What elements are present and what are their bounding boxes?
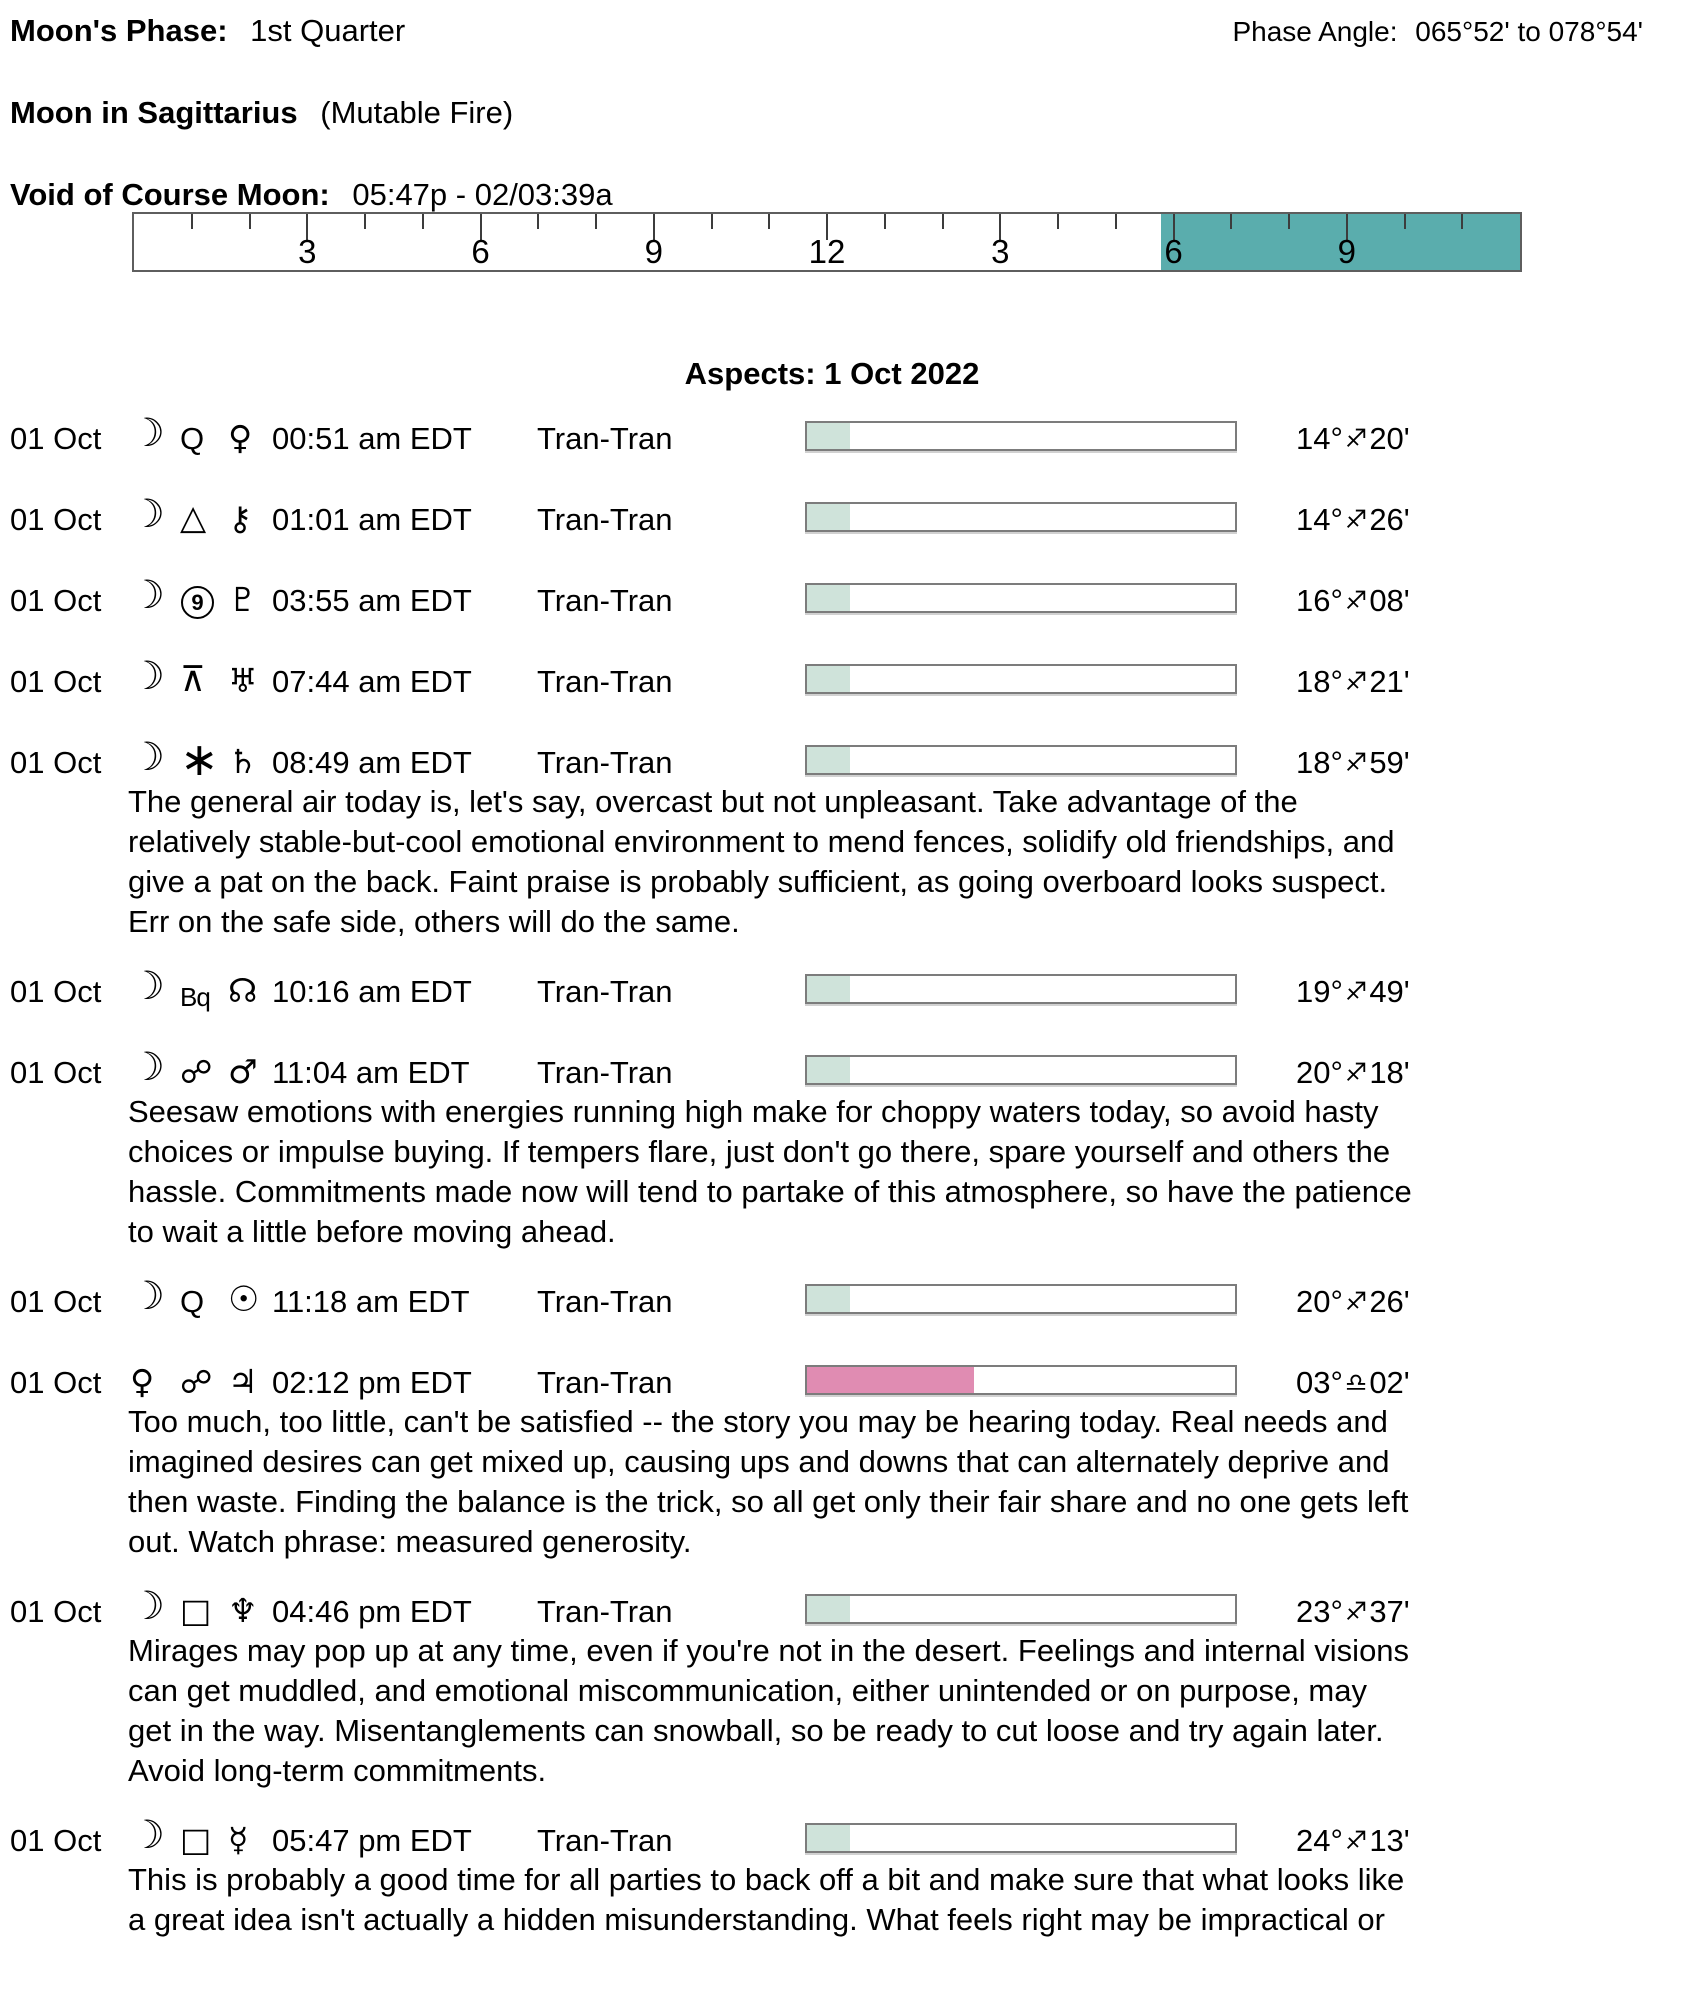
- timeline-tick: [422, 214, 424, 229]
- timeline-hour-label: 12: [808, 233, 846, 270]
- position-minutes: 21': [1369, 664, 1410, 699]
- aspect-position: [1296, 501, 1410, 541]
- interpretation-line: The general air today is, let's say, overcast but not unpleasant. Take advantage of the: [128, 784, 1298, 819]
- interpretation-line: Mirages may pop up at any time, even if you're not in the desert. Feelings and internal visions: [128, 1633, 1410, 1668]
- aspect-type: Tran-Tran: [537, 1365, 673, 1400]
- novile-icon: 9: [181, 586, 214, 619]
- aspect-position: [1296, 582, 1410, 622]
- aspect-type: Tran-Tran: [537, 1055, 673, 1090]
- aspect-position: [1296, 1593, 1410, 1633]
- aspect-type: Tran-Tran: [537, 1823, 673, 1858]
- phase-angle-line: [1232, 16, 1643, 48]
- interpretation-line: get in the way. Misentanglements can snowball, so be ready to cut loose and try again later.: [128, 1713, 1384, 1748]
- trine-icon: △: [180, 498, 207, 538]
- chiron-icon: ⚷: [228, 499, 253, 538]
- aspect-group: [0, 1813, 1664, 1940]
- libra-sign-icon: ♎: [1344, 1368, 1368, 1397]
- aspect-type: Tran-Tran: [537, 421, 673, 456]
- aspect-time: 02:12 pm EDT: [272, 1365, 472, 1400]
- moon-icon: ☽: [130, 1584, 165, 1629]
- timeline-tick: [191, 214, 193, 229]
- interpretation-line: can get muddled, and emotional miscommunication, either unintended or on purpose, may: [128, 1673, 1368, 1708]
- aspect-date: 01 Oct: [10, 502, 102, 537]
- aspect-group: [0, 492, 1664, 551]
- sagittarius-sign-icon: ♐: [1344, 1597, 1368, 1626]
- aspect-row: [0, 1364, 1664, 1414]
- sagittarius-sign-icon: ♐: [1344, 586, 1368, 615]
- orb-progress-fill: [807, 1825, 850, 1851]
- aspect-type: Tran-Tran: [537, 664, 673, 699]
- position-degrees: 16°: [1296, 583, 1343, 618]
- interpretation-line: then waste. Finding the balance is the trick, so all get only their fair share and no one gets left: [128, 1484, 1409, 1519]
- interpretation-line: This is probably a good time for all parties to back off a bit and make sure that what looks like: [128, 1862, 1405, 1897]
- sagittarius-sign-icon: ♐: [1344, 667, 1368, 696]
- orb-progress-bar: [805, 745, 1237, 775]
- position-degrees: 14°: [1296, 421, 1343, 456]
- opposition-icon: ☍: [180, 1053, 213, 1091]
- aspect-date: 01 Oct: [10, 1594, 102, 1629]
- orb-progress-fill: [807, 1367, 974, 1393]
- aspect-time: 03:55 am EDT: [272, 583, 472, 618]
- position-degrees: 03°: [1296, 1365, 1343, 1400]
- square-icon: □: [180, 1591, 212, 1630]
- orb-progress-fill: [807, 747, 850, 773]
- aspect-group: [0, 1364, 1664, 1562]
- orb-progress-fill: [807, 504, 850, 530]
- orb-progress-fill: [807, 666, 850, 692]
- aspect-group: [0, 411, 1664, 470]
- aspect-group: [0, 1045, 1664, 1252]
- interpretation-line: give a pat on the back. Faint praise is probably sufficient, as going overboard looks suspect.: [128, 864, 1388, 899]
- position-minutes: 20': [1369, 421, 1410, 456]
- timeline-hour-label: 6: [1164, 233, 1183, 270]
- saturn-icon: ♄: [228, 742, 258, 781]
- orb-progress-bar: [805, 583, 1237, 613]
- timeline-tick: [1404, 214, 1406, 229]
- aspect-interpretation: [128, 1860, 1638, 1940]
- moon-icon: ☽: [130, 492, 165, 537]
- aspect-date: 01 Oct: [10, 1055, 102, 1090]
- aspect-time: 10:16 am EDT: [272, 974, 472, 1009]
- sextile-icon: ∗: [180, 732, 219, 786]
- timeline-tick: [1288, 214, 1290, 229]
- aspect-row: [0, 964, 1664, 1023]
- aspect-position: [1296, 744, 1410, 784]
- timeline-tick: [595, 214, 597, 229]
- moon-icon: ☽: [130, 573, 165, 618]
- orb-progress-fill: [807, 976, 850, 1002]
- aspect-date: 01 Oct: [10, 1823, 102, 1858]
- timeline-tick: [364, 214, 366, 229]
- aspect-interpretation: [128, 1631, 1638, 1791]
- position-minutes: 02': [1369, 1365, 1410, 1400]
- moon-icon: ☽: [130, 1045, 165, 1090]
- aspect-time: 11:04 am EDT: [272, 1055, 470, 1090]
- mars-icon: ♂: [228, 1052, 258, 1091]
- orb-progress-bar: [805, 664, 1237, 694]
- aspect-position: [1296, 663, 1410, 703]
- position-minutes: 18': [1369, 1055, 1410, 1090]
- aspect-row: [0, 1584, 1664, 1643]
- aspect-group: [0, 1584, 1664, 1791]
- moon-icon: ☽: [130, 964, 165, 1009]
- voc-line: [10, 176, 613, 214]
- orb-progress-bar: [805, 502, 1237, 532]
- interpretation-line: Seesaw emotions with energies running high make for choppy waters today, so avoid hasty: [128, 1094, 1379, 1129]
- aspect-date: 01 Oct: [10, 1365, 102, 1400]
- aspect-row: [0, 411, 1664, 470]
- aspect-date: 01 Oct: [10, 974, 102, 1009]
- sagittarius-sign-icon: ♐: [1344, 1058, 1368, 1087]
- position-minutes: 26': [1369, 502, 1410, 537]
- aspect-group: [0, 732, 1664, 942]
- quintile-icon: Q: [180, 421, 205, 456]
- voc-timeline: [132, 212, 1522, 272]
- aspect-group: [0, 1274, 1664, 1333]
- neptune-icon: ♆: [228, 1591, 258, 1630]
- aspect-interpretation: [128, 782, 1638, 942]
- voc-value: 05:47p - 02/03:39a: [352, 177, 613, 212]
- timeline-tick: [768, 214, 770, 229]
- aspect-time: 04:46 pm EDT: [272, 1594, 472, 1629]
- timeline-tick: [1057, 214, 1059, 229]
- moon-sign-line: [10, 94, 513, 132]
- orb-progress-bar: [805, 1365, 1237, 1395]
- interpretation-line: out. Watch phrase: measured generosity.: [128, 1524, 692, 1559]
- timeline-hour-label: 9: [1337, 233, 1356, 270]
- orb-progress-fill: [807, 1057, 850, 1083]
- interpretation-line: hassle. Commitments made now will tend to partake of this atmosphere, so have the patience: [128, 1174, 1412, 1209]
- aspect-row: [0, 1813, 1664, 1872]
- orb-progress-bar: [805, 1823, 1237, 1853]
- opposition-icon: ☍: [180, 1363, 213, 1401]
- aspect-position: [1296, 973, 1410, 1013]
- moon-icon: ☽: [130, 1274, 165, 1319]
- aspect-date: 01 Oct: [10, 745, 102, 780]
- aspect-interpretation: [128, 1092, 1638, 1252]
- orb-progress-bar: [805, 974, 1237, 1004]
- position-degrees: 14°: [1296, 502, 1343, 537]
- interpretation-line: choices or impulse buying. If tempers flare, just don't go there, spare yourself and others the: [128, 1134, 1391, 1169]
- aspect-type: Tran-Tran: [537, 583, 673, 618]
- mercury-icon: ☿: [228, 1820, 249, 1859]
- phase-angle-label: Phase Angle:: [1232, 16, 1398, 47]
- aspect-row: [0, 654, 1664, 713]
- orb-progress-fill: [807, 1286, 850, 1312]
- aspect-group: [0, 964, 1664, 1023]
- aspect-date: 01 Oct: [10, 583, 102, 618]
- square-icon: □: [180, 1820, 212, 1859]
- venus-icon: ♀: [228, 418, 253, 457]
- aspect-type: Tran-Tran: [537, 1594, 673, 1629]
- orb-progress-bar: [805, 1055, 1237, 1085]
- pluto-icon: ♇: [228, 580, 258, 619]
- interpretation-line: a great idea isn't actually a hidden misunderstanding. What feels right may be impractical or: [128, 1902, 1385, 1937]
- moon-icon: ☽: [130, 1813, 165, 1858]
- aspects-title: Aspects: 1 Oct 2022: [684, 356, 980, 391]
- orb-progress-bar: [805, 1594, 1237, 1624]
- moon-sign-modality: (Mutable Fire): [320, 95, 514, 130]
- sagittarius-sign-icon: ♐: [1344, 1287, 1368, 1316]
- aspect-time: 08:49 am EDT: [272, 745, 472, 780]
- aspect-date: 01 Oct: [10, 1284, 102, 1319]
- aspect-type: Tran-Tran: [537, 1284, 673, 1319]
- position-minutes: 59': [1369, 745, 1410, 780]
- aspect-row: [0, 573, 1664, 632]
- timeline-tick: [711, 214, 713, 229]
- aspect-group: [0, 654, 1664, 713]
- position-degrees: 20°: [1296, 1284, 1343, 1319]
- aspect-row: [0, 1274, 1664, 1333]
- aspect-position: [1296, 1822, 1410, 1862]
- timeline-tick: [1115, 214, 1117, 229]
- aspect-time: 01:01 am EDT: [272, 502, 472, 537]
- aspect-time: 07:44 am EDT: [272, 664, 472, 699]
- interpretation-line: Avoid long-term commitments.: [128, 1753, 547, 1788]
- moon-icon: ☽: [130, 735, 165, 780]
- position-minutes: 13': [1369, 1823, 1410, 1858]
- moons-phase-line: [10, 12, 405, 50]
- quincunx-icon: ⊼: [180, 660, 206, 700]
- position-degrees: 20°: [1296, 1055, 1343, 1090]
- position-minutes: 49': [1369, 974, 1410, 1009]
- moons-phase-value: 1st Quarter: [250, 13, 406, 48]
- aspect-position: [1296, 1364, 1410, 1404]
- sagittarius-sign-icon: ♐: [1344, 748, 1368, 777]
- sagittarius-sign-icon: ♐: [1344, 977, 1368, 1006]
- sagittarius-sign-icon: ♐: [1344, 424, 1368, 453]
- aspects-section: [0, 355, 1664, 1951]
- sagittarius-sign-icon: ♐: [1344, 505, 1368, 534]
- timeline-tick: [249, 214, 251, 229]
- orb-progress-bar: [805, 1284, 1237, 1314]
- north-node-icon: ☊: [228, 971, 258, 1010]
- phase-angle-value: 065°52' to 078°54': [1415, 16, 1643, 47]
- orb-progress-fill: [807, 585, 850, 611]
- aspect-type: Tran-Tran: [537, 502, 673, 537]
- orb-progress-fill: [807, 423, 850, 449]
- biquintile-icon: Bq: [180, 982, 210, 1012]
- moons-phase-label: Moon's Phase:: [10, 13, 228, 48]
- sagittarius-sign-icon: ♐: [1344, 1826, 1368, 1855]
- moon-icon: ☽: [130, 654, 165, 699]
- orb-progress-bar: [805, 421, 1237, 451]
- aspect-time: 11:18 am EDT: [272, 1284, 470, 1319]
- aspect-type: Tran-Tran: [537, 974, 673, 1009]
- aspect-row: [0, 732, 1664, 794]
- quintile-icon: Q: [180, 1284, 205, 1319]
- position-minutes: 08': [1369, 583, 1410, 618]
- aspect-type: Tran-Tran: [537, 745, 673, 780]
- aspect-row: [0, 1045, 1664, 1104]
- aspect-rows: [0, 411, 1664, 1940]
- interpretation-line: to wait a little before moving ahead.: [128, 1214, 616, 1249]
- aspect-time: 00:51 am EDT: [272, 421, 472, 456]
- interpretation-line: Too much, too little, can't be satisfied -- the story you may be hearing today. Real needs and: [128, 1404, 1388, 1439]
- aspect-group: [0, 573, 1664, 632]
- voc-label: Void of Course Moon:: [10, 177, 330, 212]
- interpretation-line: relatively stable-but-cool emotional environment to mend fences, solidify old friendships, and: [128, 824, 1395, 859]
- position-minutes: 26': [1369, 1284, 1410, 1319]
- aspect-time: 05:47 pm EDT: [272, 1823, 472, 1858]
- interpretation-line: imagined desires can get mixed up, causing ups and downs that can alternately deprive and: [128, 1444, 1390, 1479]
- position-degrees: 19°: [1296, 974, 1343, 1009]
- sun-icon: ☉: [228, 1280, 260, 1320]
- position-degrees: 18°: [1296, 664, 1343, 699]
- moon-icon: ☽: [130, 411, 165, 456]
- aspect-position: [1296, 1283, 1410, 1323]
- venus-icon: ♀: [130, 1362, 155, 1401]
- timeline-tick: [1461, 214, 1463, 229]
- aspect-position: [1296, 1054, 1410, 1094]
- orb-progress-fill: [807, 1596, 850, 1622]
- position-degrees: 24°: [1296, 1823, 1343, 1858]
- aspect-row: [0, 492, 1664, 551]
- timeline-hour-label: 9: [644, 233, 663, 270]
- aspect-date: 01 Oct: [10, 421, 102, 456]
- timeline-tick: [537, 214, 539, 229]
- moon-sign-title: Moon in Sagittarius: [10, 95, 298, 130]
- timeline-tick: [884, 214, 886, 229]
- position-degrees: 23°: [1296, 1594, 1343, 1629]
- aspect-date: 01 Oct: [10, 664, 102, 699]
- aspect-position: [1296, 420, 1410, 460]
- position-degrees: 18°: [1296, 745, 1343, 780]
- uranus-icon: ♅: [228, 661, 258, 700]
- timeline-hour-label: 3: [298, 233, 317, 270]
- timeline-hour-label: 6: [471, 233, 490, 270]
- jupiter-icon: ♃: [228, 1362, 258, 1401]
- aspect-interpretation: [128, 1402, 1638, 1562]
- timeline-hour-label: 3: [991, 233, 1010, 270]
- position-minutes: 37': [1369, 1594, 1410, 1629]
- timeline-tick: [942, 214, 944, 229]
- interpretation-line: Err on the safe side, others will do the same.: [128, 904, 740, 939]
- timeline-tick: [1230, 214, 1232, 229]
